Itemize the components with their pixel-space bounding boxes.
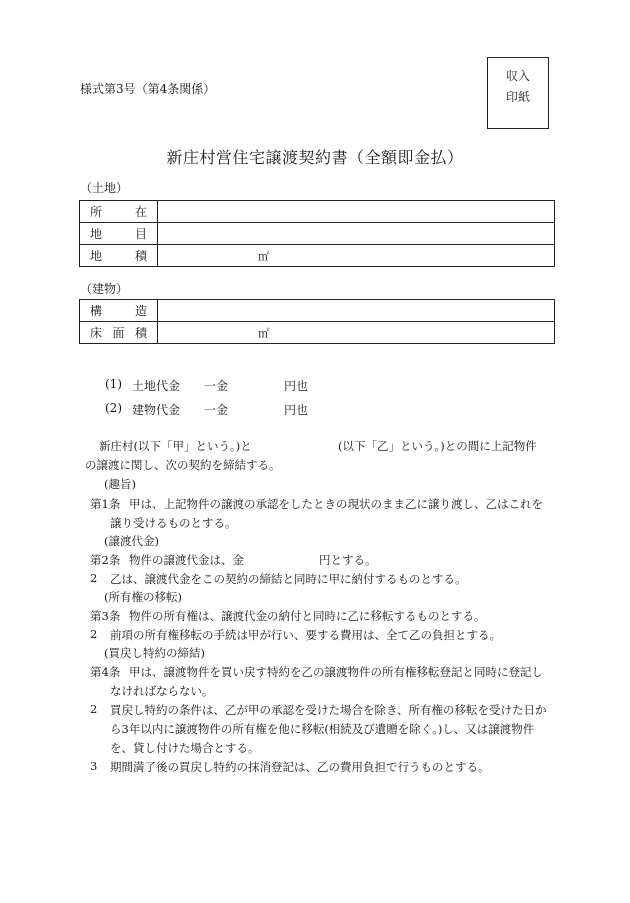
article-4-label: 第4条 xyxy=(90,665,121,679)
building-table xyxy=(79,299,555,344)
article-1-line-2: 譲り受けるものとする。 xyxy=(110,516,237,530)
article-1-label: 第1条 xyxy=(90,497,121,511)
document-title: 新庄村営住宅譲渡契約書（全額即金払） xyxy=(166,148,464,167)
stamp-label-2: 印紙 xyxy=(505,90,530,104)
heading-price: (譲渡代金) xyxy=(104,534,159,548)
land-label-area: 地積 xyxy=(80,245,158,267)
building-label-structure: 構造 xyxy=(80,300,158,322)
article-3-2-line-1: 前項の所有権移転の手続は甲が行い、要する費用は、全て乙の負担とする。 xyxy=(110,628,501,642)
land-value-category xyxy=(158,223,555,245)
article-3-line-1: 物件の所有権は、譲渡代金の納付と同時に乙に移転するものとする。 xyxy=(129,609,486,623)
land-table xyxy=(79,200,555,267)
land-heading: （土地） xyxy=(80,181,129,195)
article-4-3-line-1: 期間満了後の買戻し特約の抹消登記は、乙の費用負担で行うものとする。 xyxy=(110,760,490,774)
intro-line-2: の譲渡に関し、次の契約を締結する。 xyxy=(85,458,281,472)
intro-line-1b: (以下「乙」という。)との間に上記物件 xyxy=(338,439,537,453)
land-value-area xyxy=(158,245,555,267)
article-2-label: 第2条 xyxy=(90,553,121,567)
table-row xyxy=(80,245,555,267)
article-2-line-1b: 円とする。 xyxy=(319,553,377,567)
table-row xyxy=(80,300,555,322)
payment-prefix-1: 一金 xyxy=(204,379,229,393)
table-row xyxy=(80,322,555,344)
article-3-label: 第3条 xyxy=(90,609,121,623)
article-4-2-line-1: 買戻し特約の条件は、乙が甲の承認を受けた場合を除き、所有権の移転を受けた日か xyxy=(110,703,547,717)
form-number: 様式第3号（第4条関係） xyxy=(80,82,216,96)
article-4-2-label: 2 xyxy=(90,702,98,716)
article-2-2-line-1: 乙は、譲渡代金をこの契約の締結と同時に甲に納付するものとする。 xyxy=(110,572,467,586)
article-4-line-1: 甲は、譲渡物件を買い戻す特約を乙の譲渡物件の所有権移転登記と同時に登記し xyxy=(129,665,543,679)
article-2-2-label: 2 xyxy=(90,571,98,585)
heading-ownership: (所有権の移転) xyxy=(104,590,182,604)
article-4-2-line-2: ら3年以内に譲渡物件の所有権を他に移転(相続及び遺贈を除く。)し、又は譲渡物件 xyxy=(110,722,535,736)
land-label-category: 地目 xyxy=(80,223,158,245)
payment-num-2: (2) xyxy=(105,401,122,415)
revenue-stamp-box xyxy=(487,57,549,129)
article-3-2-label: 2 xyxy=(90,627,98,641)
building-value-structure xyxy=(158,300,555,322)
building-label-floor-area: 床面積 xyxy=(80,322,158,344)
building-value-floor-area xyxy=(158,322,555,344)
heading-buyback: (買戻し特約の締結) xyxy=(104,646,205,660)
building-heading: （建物） xyxy=(80,282,129,296)
payment-suffix-2: 円也 xyxy=(284,403,309,417)
article-1-line-1: 甲は、上記物件の譲渡の承認をしたときの現状のまま乙に譲り渡し、乙はこれを xyxy=(129,497,543,511)
table-row xyxy=(80,201,555,223)
payment-suffix-1: 円也 xyxy=(284,379,309,393)
land-value-location xyxy=(158,201,555,223)
table-row xyxy=(80,223,555,245)
article-4-3-label: 3 xyxy=(90,759,98,773)
stamp-label-1: 収入 xyxy=(505,69,530,83)
payment-prefix-2: 一金 xyxy=(204,403,229,417)
article-2-line-1a: 物件の譲渡代金は、金 xyxy=(129,553,244,567)
article-4-line-2: なければならない。 xyxy=(110,684,214,698)
land-label-location: 所在 xyxy=(80,201,158,223)
floor-area-unit: ㎡ xyxy=(258,327,269,340)
payment-item-2: 建物代金 xyxy=(132,403,181,417)
heading-purpose: (趣旨) xyxy=(104,477,136,491)
payment-item-1: 土地代金 xyxy=(132,379,181,393)
area-unit: ㎡ xyxy=(258,250,269,263)
article-4-2-line-3: を、貸し付けた場合とする。 xyxy=(110,741,260,755)
intro-line-1a: 新庄村(以下「甲」という。)と xyxy=(99,439,252,453)
payment-num-1: (1) xyxy=(105,377,122,391)
